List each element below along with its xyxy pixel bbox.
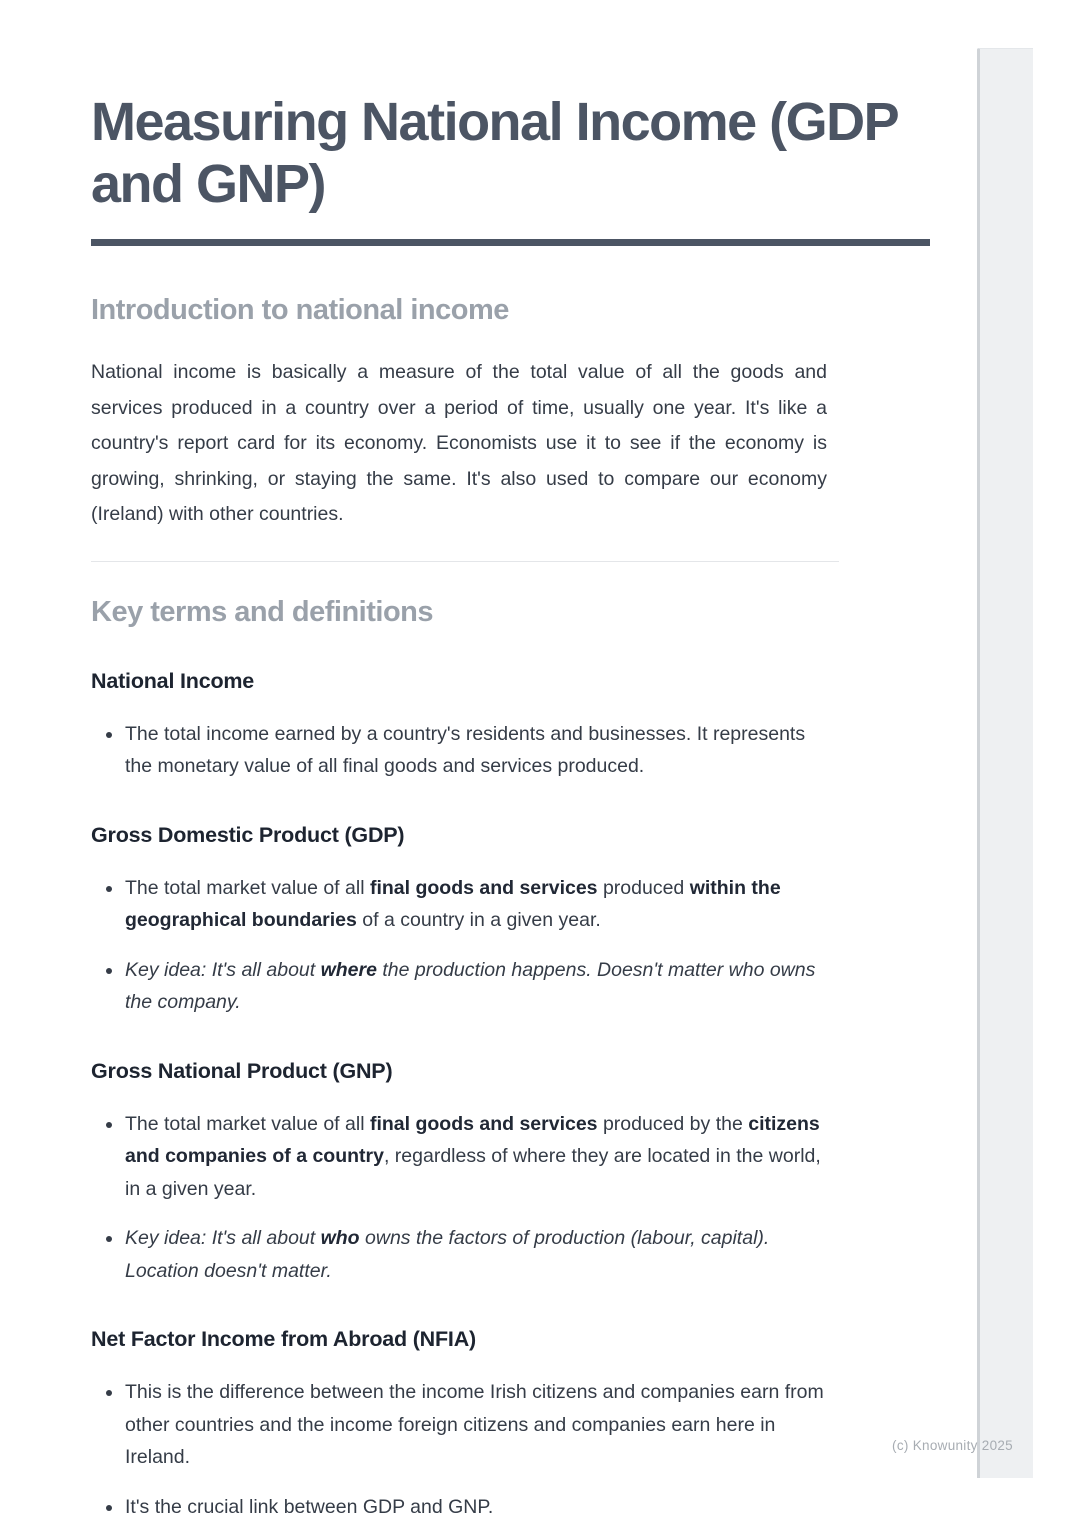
section-heading-key-terms: Key terms and definitions xyxy=(91,595,434,628)
text-segment: The total income earned by a country's residents and businesses. It represents the monetary value of all final goods and services produced. xyxy=(125,722,806,778)
intro-paragraph: National income is basically a measure of the total value of all the goods and services produced in a country over a period of time, usually one year. It's like a country's report card for its economy. Economists use it to see if the economy is growing, shrinking, or staying the same. It's also used to compare our economy (Ireland) with other countries. xyxy=(91,361,827,526)
list-item xyxy=(124,1376,827,1474)
text-segment: the production happens. Doesn't matter who owns the company. xyxy=(125,958,816,1014)
text-segment: owns the factors of production (labour, capital). Location doesn't matter. xyxy=(125,1227,770,1282)
title-rule xyxy=(91,239,930,246)
page-title: Measuring National Income (GDP and GNP) xyxy=(91,92,898,214)
term-bullets-nfia xyxy=(91,1376,827,1523)
copyright-watermark: (c) Knowunity 2025 xyxy=(892,1438,1013,1453)
document-page xyxy=(91,0,936,1523)
list-item xyxy=(124,718,827,783)
text-segment: This is the difference between the income Irish citizens and companies earn from other countries and the income foreign citizens and companies earn here in Ireland. xyxy=(125,1381,824,1469)
term-heading-gdp: Gross Domestic Product (GDP) xyxy=(91,822,405,847)
bold-text-segment: citizens and companies of a country xyxy=(125,1112,820,1168)
bold-text-segment: where xyxy=(320,958,377,981)
bold-text-segment: within the geographical boundaries xyxy=(125,876,781,932)
text-segment: The total market value of all xyxy=(125,876,370,899)
term-heading-national-income: National Income xyxy=(91,668,255,693)
term-heading-nfia: Net Factor Income from Abroad (NFIA) xyxy=(91,1327,476,1352)
bold-text-segment: final goods and services xyxy=(369,876,598,899)
list-item xyxy=(124,1108,827,1206)
list-item-key-idea xyxy=(124,1222,827,1287)
text-segment: , regardless of where they are located in the world, in a given year. xyxy=(125,1145,821,1200)
bold-text-segment: final goods and services xyxy=(369,1112,598,1135)
text-segment: produced xyxy=(597,876,690,899)
text-segment: Key idea: It's all about xyxy=(125,1227,321,1250)
text-segment: of a country in a given year. xyxy=(356,909,601,932)
section-heading-introduction: Introduction to national income xyxy=(91,294,509,327)
text-segment: Key idea: It's all about xyxy=(125,958,321,981)
term-bullets-national-income xyxy=(91,718,827,783)
section-divider xyxy=(91,561,839,562)
term-bullets-gnp xyxy=(91,1108,827,1288)
page-edge-panel xyxy=(977,48,1033,1478)
term-heading-gnp: Gross National Product (GNP) xyxy=(91,1058,393,1083)
list-item xyxy=(124,872,827,937)
text-segment: It's the crucial link between GDP and GNP. xyxy=(125,1495,494,1518)
list-item xyxy=(124,1491,827,1524)
list-item-key-idea xyxy=(124,954,827,1019)
term-bullets-gdp xyxy=(91,872,827,1019)
text-segment: The total market value of all xyxy=(125,1112,370,1135)
bold-text-segment: who xyxy=(320,1227,360,1250)
text-segment: produced by the xyxy=(597,1112,749,1135)
